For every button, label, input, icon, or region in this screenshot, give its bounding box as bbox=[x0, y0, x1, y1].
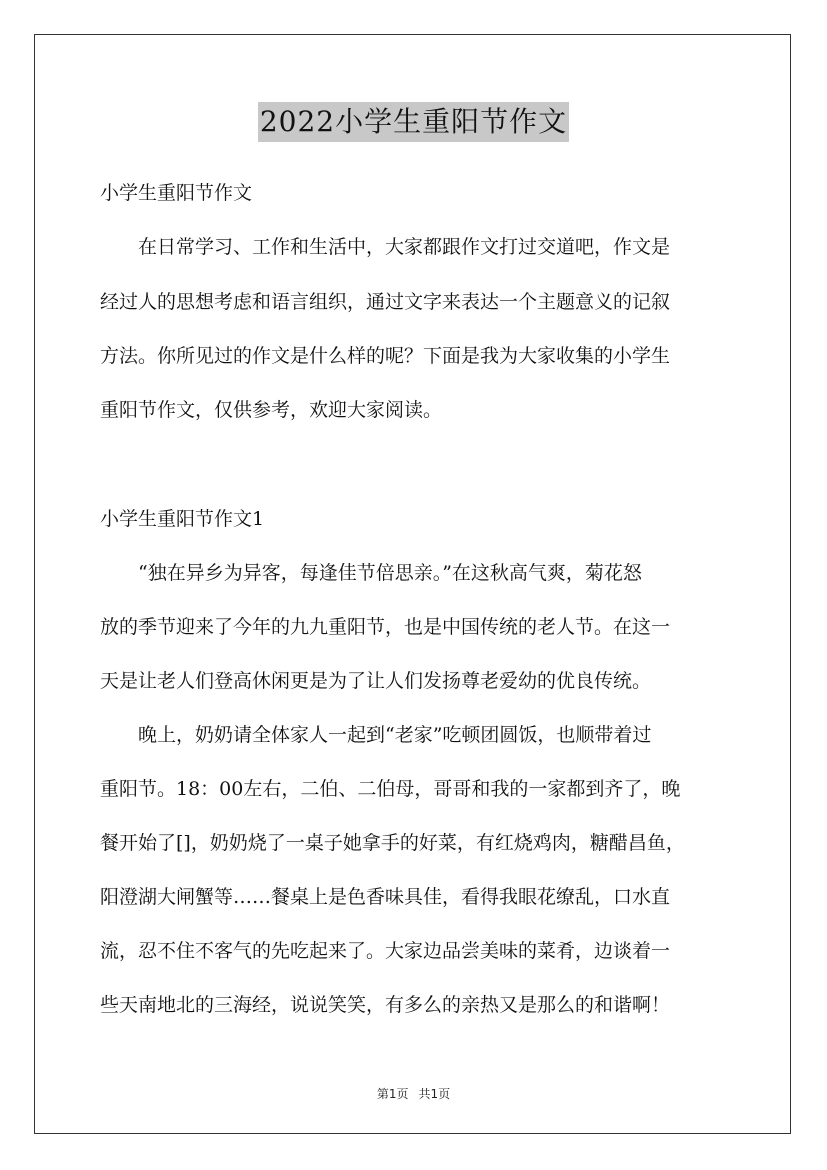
paragraph-line: 阳澄湖大闸蟹等……餐桌上是色香味具佳，看得我眼花缭乱，口水直 bbox=[100, 886, 671, 908]
paragraph-line: 流，忍不住不客气的先吃起来了。大家边品尝美味的菜肴，边谈着一 bbox=[100, 940, 671, 962]
paragraph-line: 天是让老人们登高休闲更是为了让人们发扬尊老爱幼的优良传统。 bbox=[100, 670, 652, 692]
section-heading: 小学生重阳节作文 bbox=[100, 182, 253, 204]
page-footer bbox=[0, 1085, 827, 1102]
page-number: 第1页 bbox=[376, 1087, 409, 1101]
paragraph-line: 放的季节迎来了今年的九九重阳节，也是中国传统的老人节。在这一 bbox=[100, 616, 671, 638]
title-container bbox=[0, 102, 827, 142]
section-heading: 小学生重阳节作文1 bbox=[100, 508, 265, 530]
paragraph-line: 在日常学习、工作和生活中，大家都跟作文打过交道吧，作文是 bbox=[100, 236, 671, 258]
paragraph-line: “独在异乡为异客，每逢佳节倍思亲。”在这秋高气爽，菊花怒 bbox=[100, 562, 642, 584]
paragraph-line: 重阳节作文，仅供参考，欢迎大家阅读。 bbox=[100, 399, 443, 421]
paragraph-line: 餐开始了[]，奶奶烧了一桌子她拿手的好菜，有红烧鸡肉，糖醋昌鱼， bbox=[100, 832, 685, 854]
paragraph-line: 重阳节。18：00左右，二伯、二伯母，哥哥和我的一家都到齐了，晚 bbox=[100, 778, 681, 800]
paragraph-line: 方法。你所见过的作文是什么样的呢？下面是我为大家收集的小学生 bbox=[100, 345, 671, 367]
document-title: 2022小学生重阳节作文 bbox=[258, 102, 569, 142]
paragraph-line: 晚上，奶奶请全体家人一起到“老家”吃顿团圆饭，也顺带着过 bbox=[100, 724, 652, 746]
page-total: 共1页 bbox=[418, 1087, 451, 1101]
paragraph-line: 经过人的思想考虑和语言组织，通过文字来表达一个主题意义的记叙 bbox=[100, 291, 671, 313]
paragraph-line: 些天南地北的三海经，说说笑笑，有多么的亲热又是那么的和谐啊！ bbox=[100, 994, 671, 1016]
